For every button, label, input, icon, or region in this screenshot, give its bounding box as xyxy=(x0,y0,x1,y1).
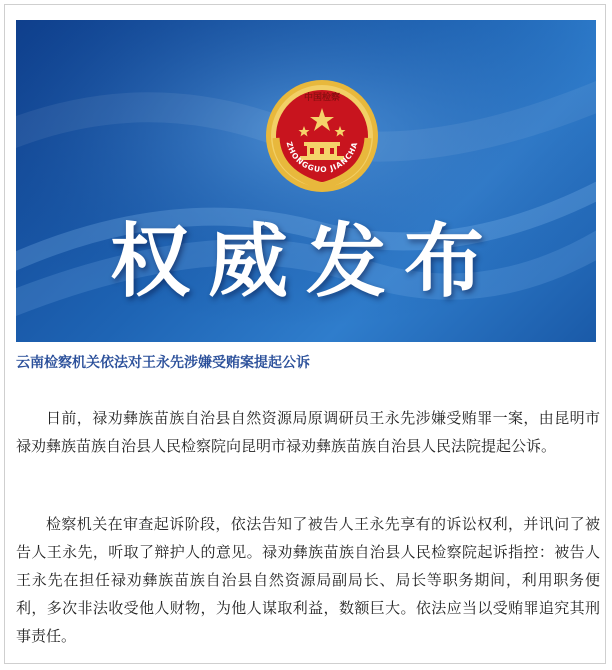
article-paragraph-2: 检察机关在审查起诉阶段，依法告知了被告人王永先享有的诉讼权利，并讯问了被告人王永先，听取了辩护人的意见。禄劝彝族苗族自治县人民检察院起诉指控：被告人王永先在担任禄劝彝族苗族自治县自然资源局副局长、局长等职务期间，利用职务便利，多次非法收受他人财物，为他人谋取利益，数额巨大。依法应当以受贿罪追究其刑事责任。 xyxy=(16,515,600,645)
emblem-ring-text: ZHONGGUO JIANCHA xyxy=(284,140,360,175)
article-paragraph-1: 日前，禄劝彝族苗族自治县自然资源局原调研员王永先涉嫌受贿罪一案，由昆明市禄劝彝族苗族自治县人民检察院向昆明市禄劝彝族苗族自治县人民法院提起公诉。 xyxy=(16,409,600,455)
emblem-top-text: 中国检察 xyxy=(303,93,341,103)
banner-image xyxy=(16,20,596,342)
procuratorate-emblem-icon xyxy=(264,78,380,194)
banner-title: 权威发布 xyxy=(110,215,502,308)
article-headline: 云南检察机关依法对王永先涉嫌受贿案提起公诉 xyxy=(16,355,310,371)
